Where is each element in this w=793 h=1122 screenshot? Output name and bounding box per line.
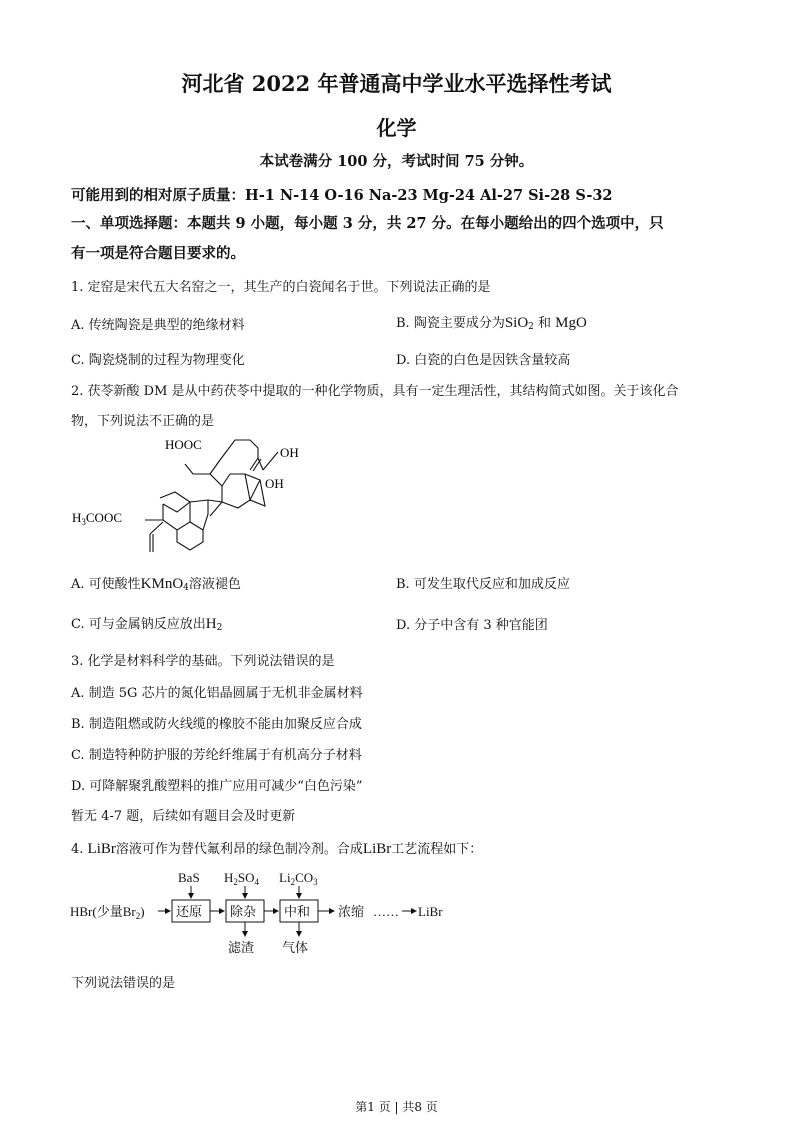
q4-stem-mid: 溶液可作为替代氟利昂的绿色制冷剂。合成 xyxy=(115,842,363,857)
q4-stem-post: 工艺流程如下： xyxy=(391,842,483,857)
hooc-label: HOOC xyxy=(165,437,202,452)
oh-label-1: OH xyxy=(280,445,299,460)
formula-kmno4: KMnO xyxy=(140,576,184,592)
reagent-h2so4: $H_2SO_4$ xyxy=(224,870,260,887)
notice: 暂无 4-7 题，后续如有题目会及时更新 xyxy=(71,809,296,824)
q4-question: 下列说法错误的是 xyxy=(71,976,176,991)
flow-dots: …… xyxy=(373,904,399,919)
ester-label: $H_3COOC$ xyxy=(72,510,123,527)
formula-mgo: MgO xyxy=(555,315,587,331)
q1-option-a: A. 传统陶瓷是典型的绝缘材料 xyxy=(71,318,245,333)
q1-option-b-text: B. 陶瓷主要成分为 xyxy=(396,316,505,331)
q2-stem-line1: 2. 茯苓新酸 DM 是从中药茯苓中提取的一种化学物质，具有一定生理活性，其结构简式如图。关于该化合 xyxy=(71,384,679,399)
flow-start: HBr(少量$Br_2$) xyxy=(70,904,145,921)
q2-stem-line2: 物，下列说法不正确的是 xyxy=(71,414,215,429)
flow-product: LiBr xyxy=(418,904,443,919)
formula-subscript: 2 xyxy=(528,322,534,332)
q2-option-d: D. 分子中含有 3 种官能团 xyxy=(396,618,548,633)
q1-option-d: D. 白瓷的白色是因铁含量较高 xyxy=(396,353,571,368)
output-gas: 气体 xyxy=(282,940,309,955)
formula-libr: LiBr xyxy=(87,841,116,857)
page-footer: 第1 页 | 共8 页 xyxy=(355,1100,438,1114)
formula-sio2: SiO xyxy=(504,315,529,331)
exam-info: 本试卷满分 100 分，考试时间 75 分钟。 xyxy=(259,153,534,170)
q2-option-c xyxy=(71,613,222,633)
section-heading-line1: 一、单项选择题：本题共 9 小题，每小题 3 分，共 27 分。在每小题给出的四个选项中，只 xyxy=(71,215,664,232)
oh-label-2: OH xyxy=(265,476,284,491)
q3-option-c: C. 制造特种防护服的芳纶纤维属于有机高分子材料 xyxy=(71,748,362,763)
q1-option-b-and: 和 xyxy=(533,316,556,331)
subject-title: 化学 xyxy=(376,116,417,140)
q3-option-b: B. 制造阻燃或防火线缆的橡胶不能由加聚反应合成 xyxy=(71,717,362,732)
section-heading-line2: 有一项是符合题目要求的。 xyxy=(71,245,245,262)
q3-option-a: A. 制造 5G 芯片的氮化铝晶圆属于无机非金属材料 xyxy=(71,686,363,701)
structure-formula xyxy=(60,430,330,570)
formula-subscript: 4 xyxy=(183,583,189,593)
flow-step-reduce: 还原 xyxy=(176,904,203,919)
q2-option-b: B. 可发生取代反应和加成反应 xyxy=(396,577,570,592)
formula-libr: LiBr xyxy=(362,841,392,857)
q4-number: 4. xyxy=(71,842,84,857)
reagent-li2co3: $Li_2CO_3$ xyxy=(279,870,318,887)
exam-title: 河北省 2022 年普通高中学业水平选择性考试 xyxy=(181,71,612,96)
formula-h2: H xyxy=(205,616,217,632)
output-residue: 滤渣 xyxy=(228,940,255,955)
process-flow-diagram xyxy=(68,864,458,960)
q3-stem: 3. 化学是材料科学的基础。下列说法错误的是 xyxy=(71,654,335,669)
reagent-bas: BaS xyxy=(178,870,200,885)
q2-option-c-text: C. 可与金属钠反应放出 xyxy=(71,617,206,632)
q2-option-a-text: A. 可使酸性 xyxy=(71,577,141,592)
q2-option-a-suffix: 溶液褪色 xyxy=(188,577,241,592)
q1-stem: 1. 定窑是宋代五大名窑之一，其生产的白瓷闻名于世。下列说法正确的是 xyxy=(71,280,491,295)
q2-option-a xyxy=(71,573,241,593)
flow-step-neutralize: 中和 xyxy=(284,904,311,919)
flow-step-purify: 除杂 xyxy=(230,904,257,919)
q3-option-d: D. 可降解聚乳酸塑料的推广应用可减少“白色污染” xyxy=(71,779,363,794)
formula-subscript: 2 xyxy=(216,623,223,633)
q1-option-b xyxy=(396,312,587,332)
q1-option-c: C. 陶瓷烧制的过程为物理变化 xyxy=(71,353,245,368)
flow-step-concentrate: 浓缩 xyxy=(338,904,365,919)
atomic-masses: 可能用到的相对原子质量：H-1 N-14 O-16 Na-23 Mg-24 Al-27 Si-28 S-32 xyxy=(71,187,613,204)
q4-stem xyxy=(71,838,482,858)
